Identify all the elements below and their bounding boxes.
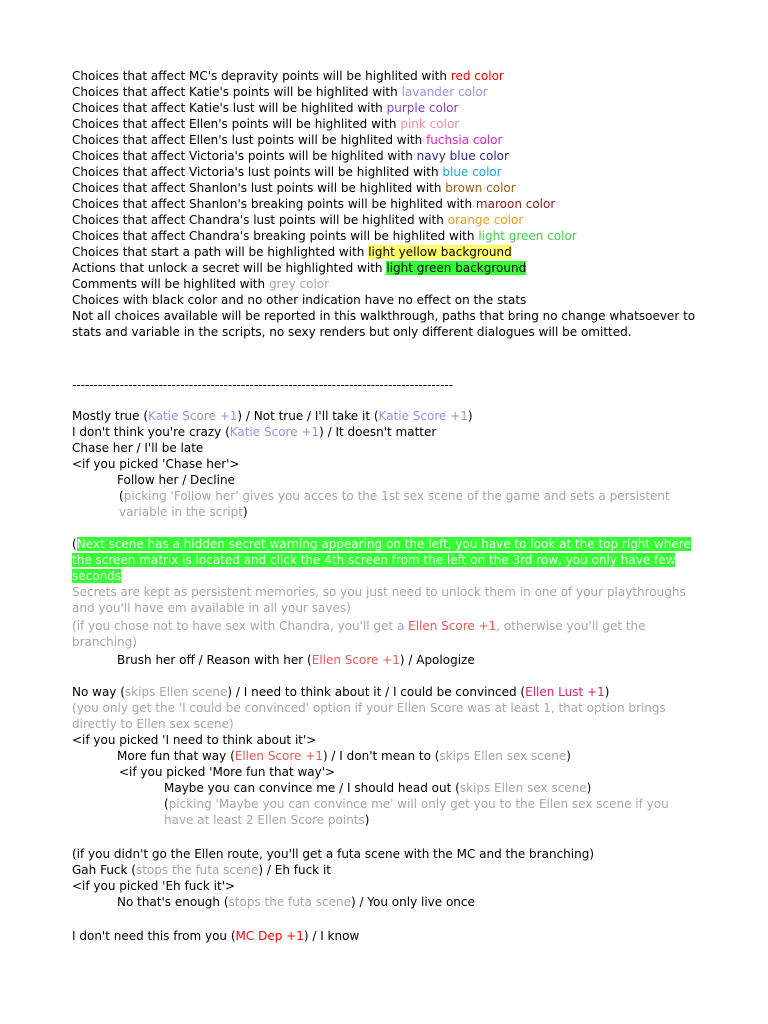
legend-line-secret-unlock: Actions that unlock a secret will be highlighted with light green background <box>72 261 527 275</box>
choice-line: Chase her / I'll be late <box>72 441 204 455</box>
legend-line-ellen-points: Choices that affect Ellen's points will be highlited with pink color <box>72 117 460 131</box>
legend-line-ellen-lust: Choices that affect Ellen's lust points will be highlited with fuchsia color <box>72 133 503 147</box>
choice-line: No way (skips Ellen scene) / I need to think about it / I could be convinced (Ellen Lust +1) <box>72 685 610 699</box>
choice-line: No that's enough (stops the futa scene) / You only live once <box>117 895 475 909</box>
legend-line-victoria-points: Choices that affect Victoria's points will be highlited with navy blue color <box>72 149 509 163</box>
comment-line: (if you chose not to have sex with Chandra, you'll get a Ellen Score +1, otherwise you'll get the branching) <box>72 619 646 649</box>
comment-line: Secrets are kept as persistent memories, so you just need to unlock them in one of your playthroughs and you'll have em available in all your saves) <box>72 585 686 615</box>
choice-line: More fun that way (Ellen Score +1) / I don't mean to (skips Ellen sex scene) <box>117 749 571 763</box>
comment-line: (you only get the 'I could be convinced' option if your Ellen Score was at least 1, that option brings directly to Ellen sex scene) <box>72 701 666 731</box>
legend-line-shanlon-breaking: Choices that affect Shanlon's breaking points will be highlited with maroon color <box>72 197 556 211</box>
choice-line: Gah Fuck (stops the futa scene) / Eh fuck it <box>72 863 331 877</box>
choice-line: I don't think you're crazy (Katie Score +1) / It doesn't matter <box>72 425 437 439</box>
legend-line-victoria-lust: Choices that affect Victoria's lust points will be highlited with blue color <box>72 165 502 179</box>
condition-line: <if you picked 'More fun that way'> <box>119 765 336 779</box>
comment-line: (picking 'Maybe you can convince me' will only get you to the Ellen sex scene if you have at least 2 Ellen Score points) <box>164 797 669 827</box>
choice-line: Maybe you can convince me / I should head out (skips Ellen sex scene) <box>164 781 592 795</box>
comment-line: (picking 'Follow her' gives you acces to the 1st sex scene of the game and sets a persistent variable in the script) <box>119 489 670 519</box>
choice-line: Brush her off / Reason with her (Ellen Score +1) / Apologize <box>117 653 475 667</box>
choice-line: Follow her / Decline <box>117 473 235 487</box>
choice-line: I don't need this from you (MC Dep +1) / I know <box>72 929 360 943</box>
legend-line-black-color: Choices with black color and no other indication have no effect on the stats <box>72 293 527 307</box>
condition-line: <if you picked 'Eh fuck it'> <box>72 879 236 893</box>
condition-line: <if you picked 'I need to think about it'> <box>72 733 317 747</box>
condition-line: <if you picked 'Chase her'> <box>72 457 240 471</box>
legend-line-shanlon-lust: Choices that affect Shanlon's lust points will be highlited with brown color <box>72 181 516 195</box>
legend-line-katie-points: Choices that affect Katie's points will be highlited with lavander color <box>72 85 488 99</box>
legend-line-mc-depravity: Choices that affect MC's depravity points will be highlited with red color <box>72 69 504 83</box>
secret-hint: (Next scene has a hidden secret warning appearing on the left, you have to look at the top right where the screen matrix is located and click the 4th screen from the left on the 3rd row, you only have few seconds <box>72 537 691 583</box>
legend-line-comments: Comments will be highlited with grey color <box>72 277 330 291</box>
legend-line-path-start: Choices that start a path will be highlighted with light yellow background <box>72 245 512 259</box>
comment-line: (if you didn't go the Ellen route, you'll get a futa scene with the MC and the branching) <box>72 847 595 861</box>
legend-line-omitted-note: Not all choices available will be reported in this walkthrough, paths that bring no change whatsoever to stats and variable in the scripts, no sexy renders but only different dialogues will be omitted. <box>72 309 696 339</box>
legend-line-katie-lust: Choices that affect Katie's lust will be highlited with purple color <box>72 101 459 115</box>
separator-line: ---------------------------------------------------------------------------------------- <box>72 378 454 392</box>
choice-line: Mostly true (Katie Score +1) / Not true / I'll take it (Katie Score +1) <box>72 409 473 423</box>
legend-line-chandra-breaking: Choices that affect Chandra's breaking points will be highlited with light green color <box>72 229 577 243</box>
legend-line-chandra-lust: Choices that affect Chandra's lust points will be highlited with orange color <box>72 213 524 227</box>
